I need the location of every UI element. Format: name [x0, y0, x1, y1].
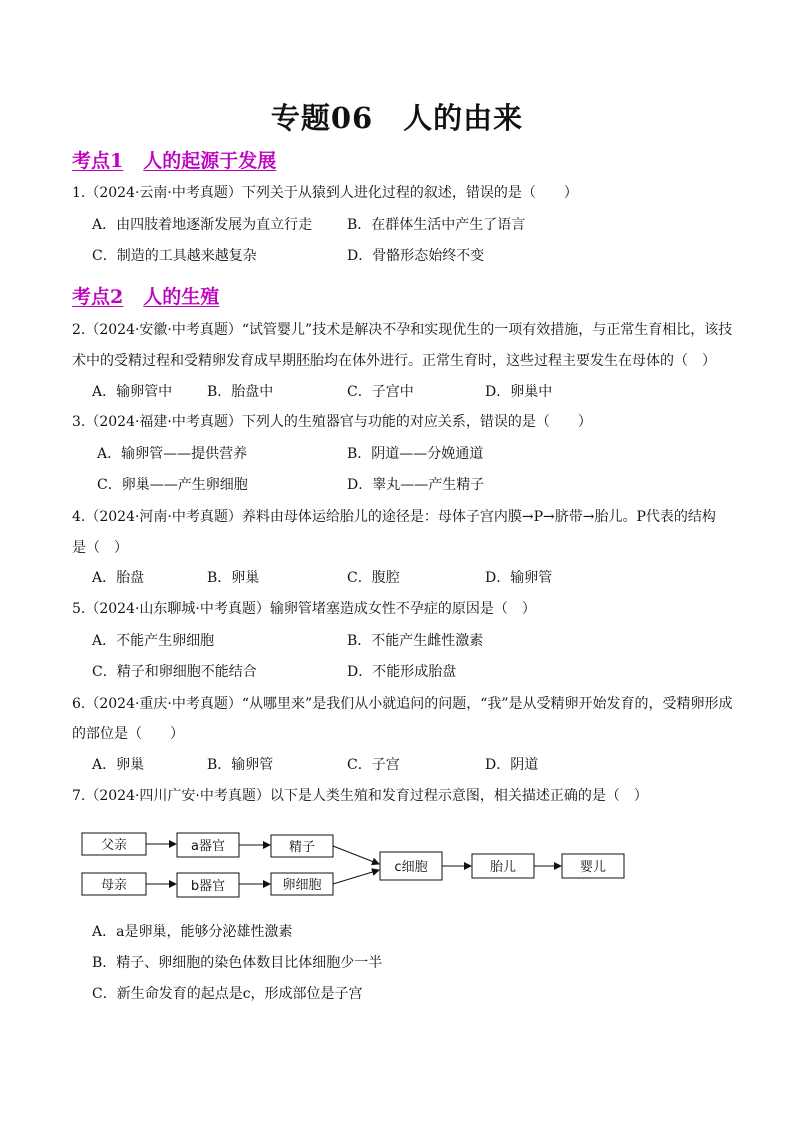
- question-1-stem: 1.（2024·云南·中考真题）下列关于从猿到人进化过程的叙述，错误的是（ ）: [72, 185, 578, 201]
- question-5-option-b[interactable]: B．不能产生雌性激素: [347, 633, 484, 649]
- question-5-option-a[interactable]: A．不能产生卵细胞: [92, 633, 215, 649]
- section-heading-2: [72, 282, 219, 309]
- page-title: [0, 96, 794, 137]
- question-5-option-d[interactable]: D．不能形成胎盘: [347, 664, 457, 680]
- section-name: 人的生殖: [143, 286, 220, 308]
- question-4-option-c[interactable]: C．腹腔: [347, 570, 400, 586]
- question-2-option-c[interactable]: C．子宫中: [347, 384, 414, 400]
- title-main: 专题06: [270, 101, 374, 135]
- section-label: 考点1: [72, 150, 124, 172]
- reproduction-flow-diagram: [80, 828, 625, 903]
- question-2-option-d[interactable]: D．卵巢中: [485, 384, 553, 400]
- question-4-option-b[interactable]: B．卵巢: [207, 570, 260, 586]
- question-3-option-a[interactable]: A．输卵管——提供营养: [97, 446, 248, 462]
- mother-label: 母亲: [100, 878, 128, 893]
- question-2-stem-line-1: 2.（2024·安徽·中考真题）“试管婴儿”技术是解决不孕和实现优生的一项有效措施，与正常生育相比，该技: [72, 322, 733, 338]
- question-5-stem: 5.（2024·山东聊城·中考真题）输卵管堵塞造成女性不孕症的原因是（ ）: [72, 601, 536, 617]
- question-1-option-b[interactable]: B．在群体生活中产生了语言: [347, 217, 526, 233]
- question-2-stem-line-2: 术中的受精过程和受精卵发育成早期胚胎均在体外进行。正常生育时，这些过程主要发生在母体的（ ）: [72, 353, 716, 369]
- question-4-stem-line-1: 4.（2024·河南·中考真题）养料由母体运给胎儿的途径是：母体子宫内膜→P→脐带→胎儿。P代表的结构: [72, 509, 716, 525]
- question-3-option-c[interactable]: C．卵巢——产生卵细胞: [97, 477, 248, 493]
- cell-c-label: c细胞: [394, 860, 428, 875]
- arrow-egg-to-c: [333, 870, 379, 884]
- question-6-option-c[interactable]: C．子宫: [347, 757, 400, 773]
- question-7-stem: 7.（2024·四川广安·中考真题）以下是人类生殖和发育过程示意图，相关描述正确的是（ ）: [72, 788, 648, 804]
- question-6-option-a[interactable]: A．卵巢: [92, 757, 145, 773]
- question-6-stem-line-2: 的部位是（ ）: [72, 726, 184, 742]
- title-sub: 人的由来: [403, 101, 524, 135]
- question-6-option-b[interactable]: B．输卵管: [207, 757, 274, 773]
- section-heading-1: [72, 146, 276, 173]
- infant-label: 婴儿: [579, 860, 607, 875]
- question-2-option-a[interactable]: A．输卵管中: [92, 384, 173, 400]
- question-3-stem: 3.（2024·福建·中考真题）下列人的生殖器官与功能的对应关系，错误的是（ ）: [72, 414, 592, 430]
- sperm-label: 精子: [288, 840, 316, 855]
- question-1-option-a[interactable]: A．由四肢着地逐渐发展为直立行走: [92, 217, 313, 233]
- question-3-option-d[interactable]: D．睾丸——产生精子: [347, 477, 485, 493]
- organ-a-label: a器官: [191, 839, 225, 854]
- question-6-option-d[interactable]: D．阴道: [485, 757, 539, 773]
- question-2-option-b[interactable]: B．胎盘中: [207, 384, 274, 400]
- father-label: 父亲: [100, 838, 128, 853]
- section-name: 人的起源于发展: [143, 150, 277, 172]
- question-7-option-a[interactable]: A．a是卵巢，能够分泌雄性激素: [92, 924, 293, 940]
- question-1-option-c[interactable]: C．制造的工具越来越复杂: [92, 248, 257, 264]
- egg-label: 卵细胞: [282, 878, 322, 893]
- question-4-option-d[interactable]: D．输卵管: [485, 570, 553, 586]
- question-7-option-b[interactable]: B．精子、卵细胞的染色体数目比体细胞少一半: [92, 955, 383, 971]
- fetus-label: 胎儿: [489, 860, 517, 875]
- question-5-option-c[interactable]: C．精子和卵细胞不能结合: [92, 664, 257, 680]
- question-4-option-a[interactable]: A．胎盘: [92, 570, 145, 586]
- question-4-stem-line-2: 是（ ）: [72, 540, 128, 556]
- question-7-option-c[interactable]: C．新生命发育的起点是c，形成部位是子宫: [92, 986, 363, 1002]
- organ-b-label: b器官: [190, 879, 226, 894]
- question-1-option-d[interactable]: D．骨骼形态始终不变: [347, 248, 485, 264]
- question-3-option-b[interactable]: B．阴道——分娩通道: [347, 446, 484, 462]
- section-label: 考点2: [72, 286, 124, 308]
- question-6-stem-line-1: 6.（2024·重庆·中考真题）“从哪里来”是我们从小就追问的问题，“我”是从受精卵开始发育的，受精卵形成: [72, 696, 733, 712]
- arrow-sperm-to-c: [333, 846, 379, 864]
